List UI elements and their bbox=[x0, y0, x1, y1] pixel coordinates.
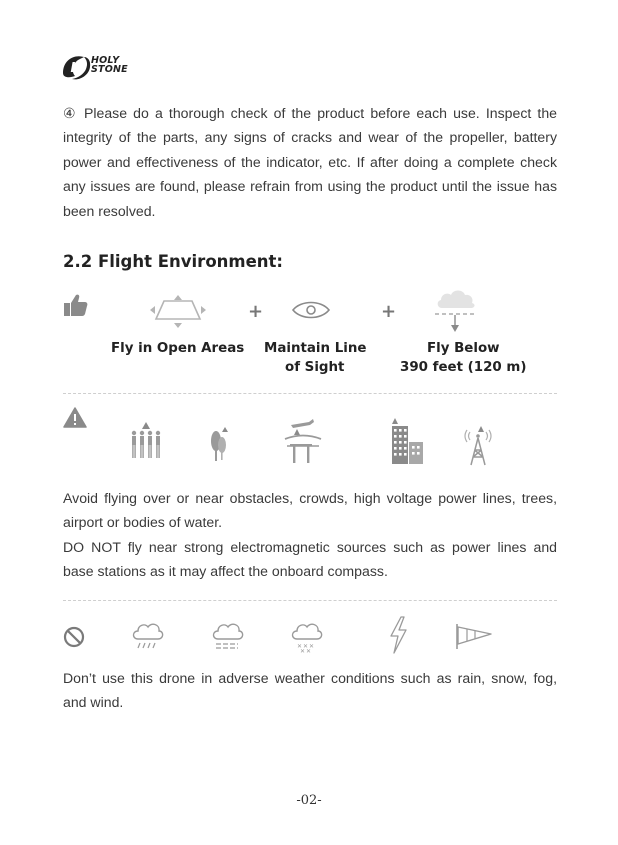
thumbs-up-icon bbox=[63, 293, 89, 317]
open-area-icon bbox=[150, 295, 206, 329]
svg-text:✕: ✕ bbox=[306, 648, 312, 653]
warning-paragraph bbox=[63, 486, 557, 584]
airport-powerline-icon bbox=[283, 419, 323, 465]
svg-text:✕: ✕ bbox=[300, 648, 306, 653]
rain-icon bbox=[130, 621, 164, 653]
crowd-icon bbox=[130, 422, 162, 462]
windsock-icon bbox=[454, 622, 494, 650]
cloud-altitude-icon bbox=[433, 288, 477, 334]
label-fly-below: Fly Below 390 feet (120 m) bbox=[400, 341, 527, 375]
divider-1 bbox=[63, 393, 557, 394]
brand-wordmark: HOLY STONE bbox=[91, 55, 128, 75]
warning-text-obstacles: Avoid flying over or near obstacles, crowds, high voltage power lines, trees, airport or bodies of water. bbox=[63, 490, 557, 531]
trees-icon bbox=[208, 425, 230, 461]
label-line-of-sight: Maintain Line of Sight bbox=[264, 341, 367, 375]
svg-text:H: H bbox=[70, 61, 82, 76]
radio-tower-icon bbox=[464, 426, 492, 466]
eye-icon bbox=[291, 299, 331, 321]
plus-sign-1: + bbox=[248, 301, 264, 322]
prohibited-icon bbox=[63, 626, 85, 648]
section-title: 2.2 Flight Environment: bbox=[63, 252, 284, 271]
svg-text:✕: ✕ bbox=[303, 643, 309, 650]
intro-paragraph: ④ Please do a thorough check of the product before each use. Inspect the integrity of the parts, any signs of cracks and wear of the propeller, battery power and effectiveness of the indicator, etc. If after doing a complete check any issues are found, please refrain from using the product until the issue has been resolved. bbox=[63, 105, 557, 219]
svg-text:✕: ✕ bbox=[309, 643, 315, 650]
page-number: -02- bbox=[296, 793, 322, 808]
warning-icon bbox=[63, 407, 87, 428]
label-open-areas: Fly in Open Areas bbox=[111, 341, 245, 356]
weather-paragraph: Don’t use this drone in adverse weather conditions such as rain, snow, fog, and wind. bbox=[63, 670, 557, 711]
snow-icon bbox=[289, 621, 323, 653]
divider-2 bbox=[63, 600, 557, 601]
fog-icon bbox=[210, 621, 244, 653]
svg-text:✕: ✕ bbox=[297, 643, 303, 650]
lightning-icon bbox=[387, 616, 409, 654]
buildings-icon bbox=[391, 418, 425, 464]
warning-text-electromagnetic: DO NOT fly near strong electromagnetic sources such as power lines and base stations as it may affect the onboard compass. bbox=[63, 538, 557, 580]
plus-sign-2: + bbox=[381, 301, 397, 322]
